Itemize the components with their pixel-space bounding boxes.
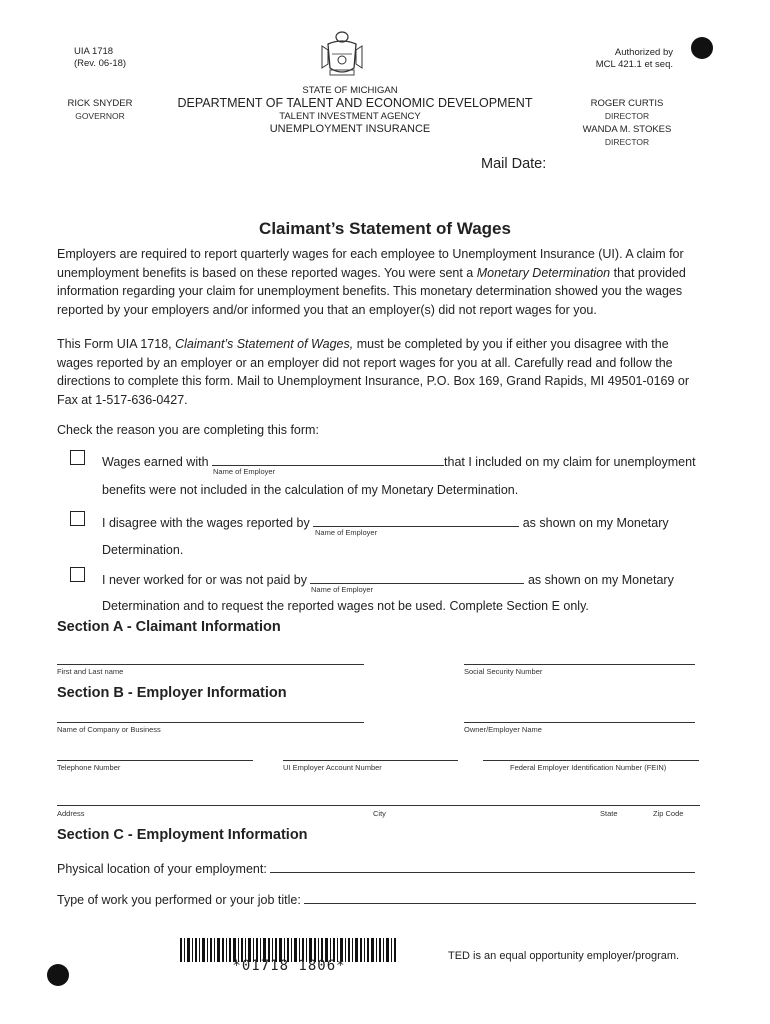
intro-p1-emphasis: Monetary Determination — [476, 265, 611, 280]
reason-3-checkbox[interactable] — [70, 567, 85, 582]
reason-1-continuation: benefits were not included in the calculation of my Monetary Determination. — [102, 483, 519, 497]
intro-p2-text-b: must be completed by you if either you disagree with the wages reported by an employer or an employer did not report wages for you at all. Carefully read and follow the directions to complete this form. Mail to Unemployment Insurance, P.O. Box 169, Grand Rapids, MI 49501-0169 or Fax at 1-517-636-0427. — [57, 337, 690, 407]
registration-mark-bottom-left — [47, 964, 69, 986]
equal-opportunity-statement: TED is an equal opportunity employer/program. — [448, 950, 680, 962]
reason-3-after: as shown on my Monetary — [527, 573, 674, 587]
section-c-title: Section C - Employment Information — [57, 827, 308, 843]
intro-p1-text-b: that provided information regarding your claim for unemployment benefits. This monetary determination showed you the wages reported by your employers and/or informed you that an employer(s) did not report wages for you. — [57, 265, 686, 317]
address-label: Address — [57, 809, 85, 818]
work-row — [57, 891, 696, 907]
claimant-name-label: First and Last name — [57, 667, 124, 676]
city-label: City — [373, 809, 386, 818]
intro-p1-text-a: Employers are required to report quarterly wages for each employee to Unemployment Insurance (UI). A claim for unemployment benefits is based on these reported wages. You were sent a — [57, 247, 684, 280]
ssn-field[interactable] — [464, 664, 695, 665]
company-name-field[interactable] — [57, 722, 364, 723]
reason-2-sublabel: Name of Employer — [315, 528, 378, 537]
intro-paragraph-2 — [57, 335, 703, 409]
division-name: UNEMPLOYMENT INSURANCE — [269, 123, 431, 135]
director1-name: ROGER CURTIS — [590, 98, 664, 109]
agency-name: TALENT INVESTMENT AGENCY — [279, 111, 421, 122]
reason-2-before: I disagree with the wages reported by — [102, 516, 310, 530]
reason-2-checkbox[interactable] — [70, 511, 85, 526]
address-field[interactable] — [57, 805, 700, 806]
state-name: STATE OF MICHIGAN — [302, 85, 398, 96]
state-label: State — [600, 809, 618, 818]
reason-1-before: Wages earned with — [102, 455, 209, 469]
work-field[interactable] — [304, 891, 696, 904]
intro-paragraph-1 — [57, 245, 703, 319]
ui-account-field[interactable] — [283, 760, 458, 761]
telephone-label: Telephone Number — [57, 763, 121, 772]
location-label: Physical location of your employment: — [57, 862, 267, 876]
governor-name: RICK SNYDER — [67, 98, 133, 109]
page-title: Claimant’s Statement of Wages — [259, 219, 511, 238]
reason-3-before: I never worked for or was not paid by — [102, 573, 307, 587]
director1-title: DIRECTOR — [604, 111, 650, 121]
mail-date-label: Mail Date: — [481, 156, 547, 172]
michigan-seal-icon — [318, 28, 366, 78]
reason-1-sublabel: Name of Employer — [213, 467, 276, 476]
reason-2-employer-field[interactable] — [313, 514, 519, 527]
intro-p2-emphasis: Claimant’s Statement of Wages, — [175, 337, 354, 351]
telephone-field[interactable] — [57, 760, 253, 761]
reason-2-after: as shown on my Monetary — [522, 516, 669, 530]
director2-title: DIRECTOR — [604, 137, 650, 147]
reason-3-employer-field[interactable] — [310, 571, 524, 584]
director2-name: WANDA M. STOKES — [582, 124, 672, 135]
authorized-line-2: MCL 421.1 et seq. — [595, 59, 673, 70]
company-name-label: Name of Company or Business — [57, 725, 161, 734]
reason-2-continuation: Determination. — [102, 543, 184, 557]
ssn-label: Social Security Number — [464, 667, 543, 676]
fein-label: Federal Employer Identification Number (FEIN) — [510, 763, 667, 772]
section-b-title: Section B - Employer Information — [57, 685, 287, 701]
reason-1-checkbox[interactable] — [70, 450, 85, 465]
owner-name-field[interactable] — [464, 722, 695, 723]
form-number: UIA 1718 — [74, 46, 114, 57]
section-a-title: Section A - Claimant Information — [57, 619, 281, 635]
reason-2-line — [102, 514, 669, 530]
claimant-name-field[interactable] — [57, 664, 364, 665]
governor-title: GOVERNOR — [75, 111, 125, 121]
fein-field[interactable] — [483, 760, 699, 761]
owner-name-label: Owner/Employer Name — [464, 725, 542, 734]
authorized-line-1: Authorized by — [614, 47, 673, 58]
location-row — [57, 860, 695, 876]
form-revision: (Rev. 06-18) — [74, 58, 127, 69]
check-prompt: Check the reason you are completing this form: — [57, 423, 319, 437]
department-name: DEPARTMENT OF TALENT AND ECONOMIC DEVELOPMENT — [177, 96, 533, 110]
ui-account-label: UI Employer Account Number — [283, 763, 382, 772]
reason-3-line — [102, 571, 674, 587]
work-label: Type of work you performed or your job title: — [57, 893, 301, 907]
registration-mark-top-right — [691, 37, 713, 59]
barcode-text: *01718 1806* — [232, 958, 346, 974]
location-field[interactable] — [270, 860, 695, 873]
reason-3-sublabel: Name of Employer — [311, 585, 374, 594]
reason-1-line — [102, 453, 696, 469]
reason-3-continuation: Determination and to request the reported wages not be used. Complete Section E only. — [102, 599, 589, 613]
zip-label: Zip Code — [653, 809, 684, 818]
reason-1-after: that I included on my claim for unemployment — [444, 455, 696, 469]
reason-1-employer-field[interactable] — [212, 453, 444, 466]
intro-p2-text-a: This Form UIA 1718, — [57, 337, 176, 351]
